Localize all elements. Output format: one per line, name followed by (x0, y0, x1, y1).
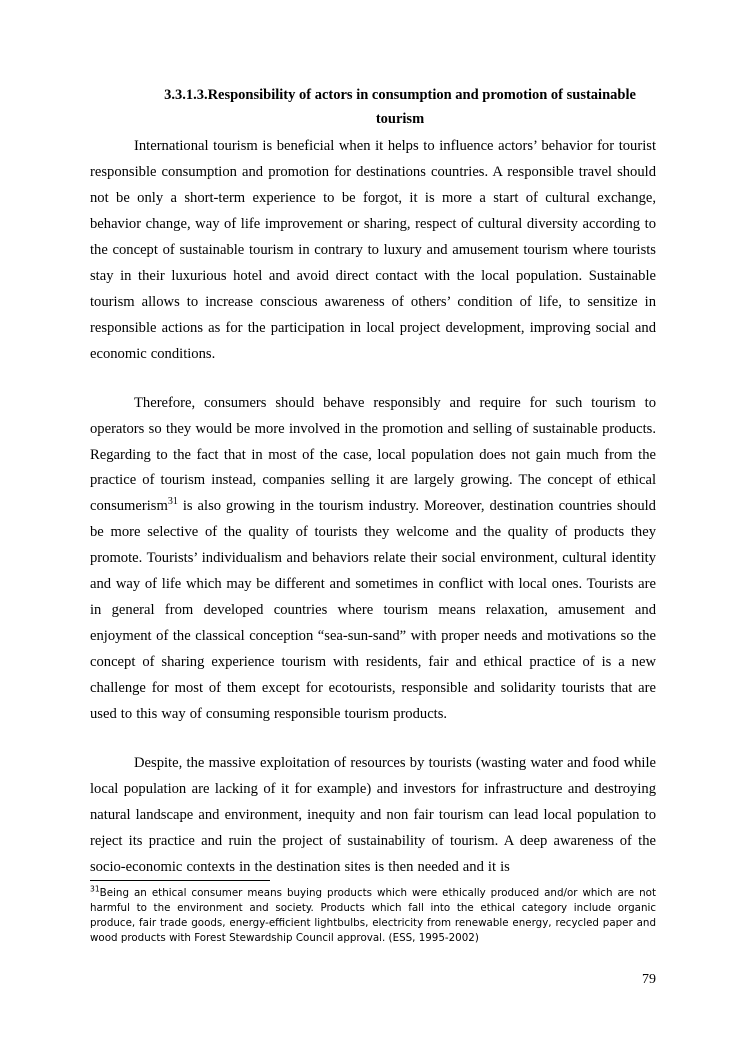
footnote-reference[interactable]: 31 (167, 496, 178, 508)
heading-title-line2: tourism (375, 110, 425, 127)
section-heading (90, 84, 656, 132)
paragraph-spacer-2 (90, 728, 656, 751)
footnote-body: Being an ethical consumer means buying products which were ethically produced and/or which are not harmful to the environment and society. Products which fall into the ethical category include organic produce, fair trade goods, energy-efficient lightbulbs, electricity from renewable energy, recycled paper and wood products with Forest Stewardship Council approval. (ESS, 1995-2002) (90, 887, 656, 945)
heading-title-line1: Responsibility of actors in consumption and promotion of sustainable (207, 87, 636, 103)
paragraph-1: International tourism is beneficial when it helps to influence actors’ behavior for tourist responsible consumption and promotion for destinations countries. A responsible travel should not be only a short-term experience to be forgot, it is more a start of cultural exchange, behavior change, way of life improvement or sharing, respect of cultural diversity according to the concept of sustainable tourism in contrary to luxury and amusement tourism where tourists stay in their luxurious hotel and avoid direct contact with the local population. Sustainable tourism allows to increase conscious awareness of others’ condition of life, to sensitize in responsible actions as for the participation in local project development, improving social and economic conditions. (90, 137, 656, 362)
footnote-marker: 31 (90, 884, 100, 894)
paragraph-2-text-a: Therefore, consumers should behave responsibly and require for such tourism to operators so they would be more involved in the promotion and selling of sustainable products. Regarding to the fact that in most of the case, local population does not gain much from the practice of tourism instead, companies selling it are largely growing. The concept of ethical consumerism (90, 394, 656, 515)
page-number: 79 (642, 972, 656, 987)
paragraph-3: Despite, the massive exploitation of resources by tourists (wasting water and food while local population are lacking of it for example) and investors for infrastructure and destroying natural landscape and environment, inequity and non fair tourism can lead local population to reject its practice and ruin the project of sustainability of tourism. A deep awareness of the socio-economic contexts in the destination sites is then needed and it is (90, 755, 656, 876)
paragraph-2 (90, 391, 656, 729)
paragraph-2-text-b: is also growing in the tourism industry. Moreover, destination countries should be more selective of the quality of tourists they welcome and the quality of products they promote. Tourists’ individualism and behaviors relate their social environment, cultural identity and way of life which may be different and sometimes in conflict with local ones. Tourists are in general from developed countries where tourism means relaxation, amusement and enjoyment of the classical conception “sea-sun-sand” with proper needs and motivations so the concept of sharing experience tourism with residents, fair and ethical practice of is a new challenge for most of them except for ecotourists, responsible and solidarity tourists that are used to this way of consuming responsible tourism products. (90, 498, 656, 723)
footnote-area (90, 880, 656, 947)
page-content (90, 84, 656, 881)
paragraph-spacer-1 (90, 368, 656, 391)
heading-number: 3.3.1.3. (164, 87, 208, 103)
footnote-1 (90, 886, 656, 947)
footnote-separator (90, 880, 270, 881)
